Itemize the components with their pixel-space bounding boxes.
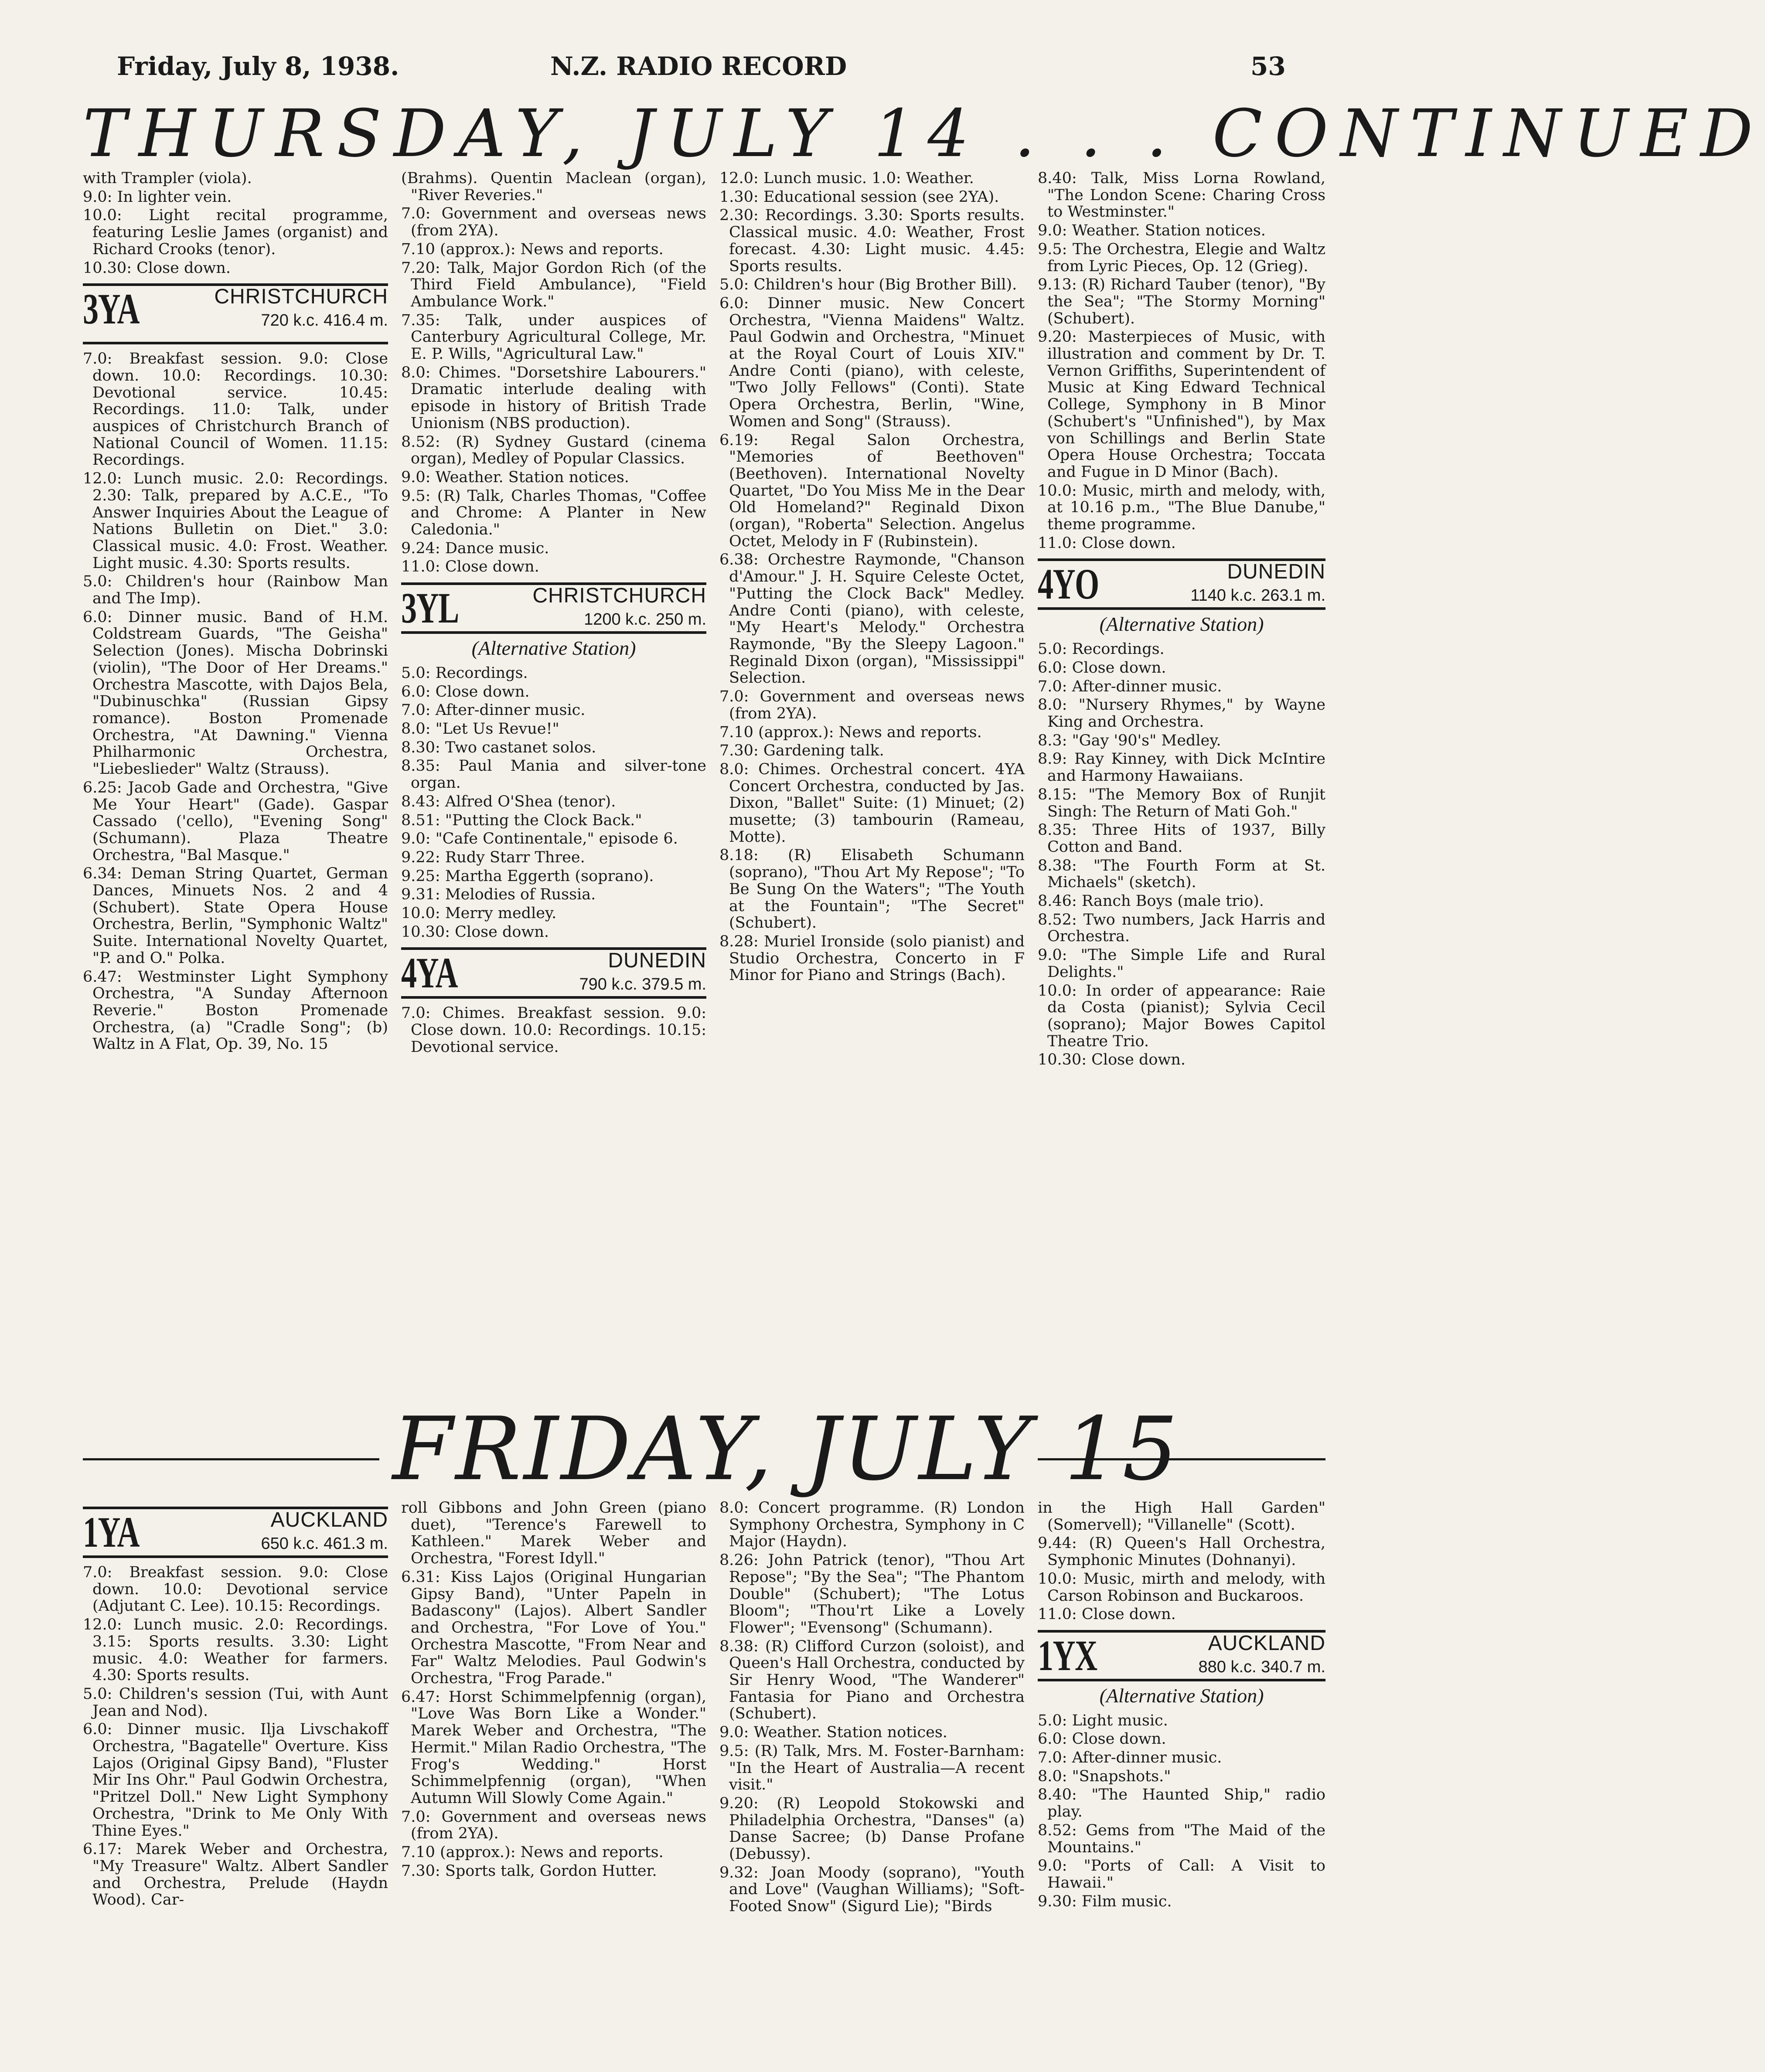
list-item: 7.10 (approx.): News and reports. bbox=[401, 240, 664, 258]
station-frequency: 1200 k.c. 250 m. bbox=[584, 610, 706, 629]
page-number: 53 bbox=[1250, 51, 1286, 81]
list-item: 10.30: Close down. bbox=[1038, 1051, 1186, 1069]
list-item: 6.0: Close down. bbox=[401, 683, 530, 701]
list-item: 6.0: Dinner music. Band of H.M. Coldstream Guards, "The Geisha" Selection (Jones). Mischa Dobrinski (violin), "The Door of Her Dreams." Orchestra Mascotte, with Dajos Bela, "Dubinuschka" (Russian Gipsy romance). Boston Promenade Orchestra, "At Dawning." Vienna Philharmonic Orchestra, "Liebeslieder" Waltz (Strauss). bbox=[83, 608, 388, 778]
list-item: 7.0: Breakfast session. 9.0: Close down. 10.0: Recordings. 10.30: Devotional service. 10.45: Recordings. 11.0: Talk, under auspices of Christchurch Branch of National Council of Women. 11.15: Recordings. bbox=[83, 350, 388, 469]
list-item: 8.0: Chimes. Orchestral concert. 4YA Concert Orchestra, conducted by Jas. Dixon, "Ballet" Suite: (1) Minuet; (2) musette; (3) tambourin (Rameau, Motte). bbox=[719, 760, 1025, 846]
list-item: 7.0: After-dinner music. bbox=[1038, 1749, 1222, 1767]
list-item: 6.0: Dinner music. Ilja Livschakoff Orchestra, "Bagatelle" Overture. Kiss Lajos (Original Gipsy Band), "Fluster Mir Ins Ohr." Paul Godwin Orchestra, "Pritzel Doll." New Light Symphony Orchestra, "Drink to Me Only With Thine Eyes." bbox=[83, 1721, 388, 1840]
list-item: 9.22: Rudy Starr Three. bbox=[401, 848, 585, 866]
list-item: 9.5: (R) Talk, Mrs. M. Foster-Barnham: "In the Heart of Australia—A recent visit." bbox=[719, 1742, 1025, 1794]
station-block-3ya bbox=[83, 283, 388, 344]
list-item: 9.13: (R) Richard Tauber (tenor), "By the Sea"; "The Stormy Morning" (Schubert). bbox=[1038, 276, 1325, 327]
list-item: 8.51: "Putting the Clock Back." bbox=[401, 811, 642, 829]
list-item: 7.30: Sports talk, Gordon Hutter. bbox=[401, 1862, 657, 1880]
station-city: AUCKLAND bbox=[1208, 1631, 1325, 1655]
list-item: 8.0: Chimes. "Dorsetshire Labourers." Dramatic interlude dealing with episode in history of British Trade Unionism (NBS production). bbox=[401, 364, 706, 432]
list-item: 8.3: "Gay '90's" Medley. bbox=[1038, 731, 1221, 749]
list-item: 6.38: Orchestre Raymonde, "Chanson d'Amour." J. H. Squire Celeste Octet, "Putting the Clock Back" Medley. Andre Conti (piano), with celeste, "My Heart's Melody." Orchestra Raymonde, "By the Sleepy Lagoon." Reginald Dixon (organ), "Mississippi" Selection. bbox=[719, 551, 1025, 687]
list-item: 8.30: Two castanet solos. bbox=[401, 738, 596, 756]
list-item: 7.0: After-dinner music. bbox=[1038, 677, 1222, 695]
list-item: in the High Hall Garden" (Somervell); "Villanelle" (Scott). bbox=[1038, 1499, 1325, 1534]
alternative-station-label: (Alternative Station) bbox=[1099, 613, 1264, 636]
list-item: 9.24: Dance music. bbox=[401, 539, 549, 557]
list-item: 8.0: Concert programme. (R) London Symphony Orchestra, Symphony in C Major (Haydn). bbox=[719, 1499, 1025, 1551]
station-block-1ya bbox=[83, 1507, 388, 1558]
thursday-column-1 bbox=[83, 170, 388, 1055]
station-block-3yl bbox=[401, 582, 706, 634]
station-block-4yo bbox=[1038, 558, 1325, 610]
thursday-column-2 bbox=[401, 170, 706, 1058]
station-city: CHRISTCHURCH bbox=[532, 584, 706, 608]
list-item: 8.52: Gems from "The Maid of the Mountains." bbox=[1038, 1821, 1325, 1856]
list-item: 12.0: Lunch music. 2.0: Recordings. 2.30: Talk, prepared by A.C.E., "To Answer Inquiries About the League of Nations Bulletin on Diet." 3.0: Classical music. 4.0: Frost. Weather. Light music. 4.30: Sports results. bbox=[83, 470, 388, 572]
list-item: roll Gibbons and John Green (piano duet), "Terence's Farewell to Kathleen." Marek Weber and Orchestra, "Forest Idyll." bbox=[401, 1499, 706, 1568]
station-city: CHRISTCHURCH bbox=[214, 285, 388, 309]
list-item: 9.44: (R) Queen's Hall Orchestra, Symphonic Minutes (Dohnanyi). bbox=[1038, 1534, 1325, 1569]
list-item: 5.0: Children's hour (Big Brother Bill). bbox=[719, 276, 1017, 294]
alternative-station-label: (Alternative Station) bbox=[471, 637, 636, 660]
list-item: 8.28: Muriel Ironside (solo pianist) and Studio Orchestra, Concerto in F Minor for Piano and Strings (Bach). bbox=[719, 932, 1025, 984]
friday-column-4 bbox=[1038, 1500, 1325, 1912]
alternative-station-label: (Alternative Station) bbox=[1099, 1684, 1264, 1707]
list-item: 10.0: Music, mirth and melody, with Carson Robinson and Buckaroos. bbox=[1038, 1570, 1325, 1605]
friday-column-1 bbox=[83, 1500, 388, 1910]
list-item: 10.0: Music, mirth and melody, with, at 10.16 p.m., "The Blue Danube," theme programme. bbox=[1038, 482, 1325, 534]
station-city: DUNEDIN bbox=[1227, 560, 1325, 584]
list-item: (Brahms). Quentin Maclean (organ), "River Reveries." bbox=[401, 170, 706, 204]
station-frequency: 1140 k.c. 263.1 m. bbox=[1190, 586, 1325, 605]
station-callsign: 3YL bbox=[401, 584, 459, 633]
station-callsign: 4YA bbox=[401, 949, 458, 997]
station-callsign: 1YX bbox=[1038, 1631, 1097, 1680]
list-item: 10.0: Light recital programme, featuring Leslie James (organist) and Richard Crooks (tenor). bbox=[83, 207, 388, 258]
list-item: 6.0: Close down. bbox=[1038, 1730, 1166, 1748]
issue-date: Friday, July 8, 1938. bbox=[117, 51, 399, 81]
station-frequency: 650 k.c. 461.3 m. bbox=[261, 1534, 388, 1553]
section-divider-left bbox=[83, 1458, 379, 1460]
list-item: 8.35: Paul Mania and silver-tone organ. bbox=[401, 757, 706, 792]
list-item: 8.38: (R) Clifford Curzon (soloist), and Queen's Hall Orchestra, conducted by Sir Henry Wood, "The Wanderer" Fantasia for Piano and Orchestra (Schubert). bbox=[719, 1637, 1025, 1723]
section-divider-right bbox=[1038, 1458, 1325, 1460]
station-callsign: 3YA bbox=[83, 285, 140, 333]
station-block-4ya bbox=[401, 947, 706, 999]
station-city: DUNEDIN bbox=[608, 949, 706, 973]
list-item: 9.20: (R) Leopold Stokowski and Philadelphia Orchestra, "Danses" (a) Danse Sacree; (b) Danse Profane (Debussy). bbox=[719, 1794, 1025, 1863]
list-item: 9.31: Melodies of Russia. bbox=[401, 886, 596, 904]
station-city: AUCKLAND bbox=[270, 1508, 388, 1531]
list-item: 9.5: The Orchestra, Elegie and Waltz from Lyric Pieces, Op. 12 (Grieg). bbox=[1038, 240, 1325, 275]
list-item: 9.25: Martha Eggerth (soprano). bbox=[401, 867, 654, 885]
list-item: 5.0: Recordings. bbox=[1038, 640, 1165, 658]
list-item: 8.9: Ray Kinney, with Dick McIntire and Harmony Hawaiians. bbox=[1038, 750, 1325, 785]
list-item: 8.40: "The Haunted Ship," radio play. bbox=[1038, 1786, 1325, 1821]
list-item: 6.0: Close down. bbox=[1038, 659, 1166, 677]
list-item: 6.31: Kiss Lajos (Original Hungarian Gipsy Band), "Unter Papeln in Badascony" (Lajos). Albert Sandler and Orchestra, "For Love of You." Orchestra Mascotte, "From Near and Far" Waltz Melodies. Paul Godwin's Orchestra, "Frog Parade." bbox=[401, 1568, 706, 1688]
list-item: 8.52: Two numbers, Jack Harris and Orchestra. bbox=[1038, 911, 1325, 946]
list-item: 2.30: Recordings. 3.30: Sports results. Classical music. 4.0: Weather, Frost forecast. 4.30: Light music. 4.45: Sports results. bbox=[719, 207, 1025, 275]
station-callsign: 1YA bbox=[83, 1508, 140, 1556]
list-item: 9.0: "Ports of Call: A Visit to Hawaii." bbox=[1038, 1857, 1325, 1892]
thursday-column-4 bbox=[1038, 170, 1325, 1070]
list-item: 6.34: Deman String Quartet, German Dances, Minuets Nos. 2 and 4 (Schubert). State Opera House Orchestra, Berlin, "Symphonic Waltz" Suite. International Novelty Quartet, "P. and O." Polka. bbox=[83, 865, 388, 967]
station-frequency: 720 k.c. 416.4 m. bbox=[261, 311, 388, 330]
station-block-1yx bbox=[1038, 1630, 1325, 1681]
friday-banner: FRIDAY, JULY 15 bbox=[392, 1398, 1181, 1500]
station-callsign: 4YO bbox=[1038, 560, 1099, 609]
list-item: 6.19: Regal Salon Orchestra, "Memories of Beethoven" (Beethoven). International Novelty Quartet, "Do You Miss Me in the Dear Old Homeland?" Reginald Dixon (organ), "Roberta" Selection. Angelus Octet, Melody in F (Rubinstein). bbox=[719, 431, 1025, 550]
list-item: 7.10 (approx.): News and reports. bbox=[719, 723, 982, 741]
list-item: 9.32: Joan Moody (soprano), "Youth and Love" (Vaughan Williams); "Soft-Footed Snow" (Sigurd Lie); "Birds bbox=[719, 1864, 1025, 1915]
list-item: 8.18: (R) Elisabeth Schumann (soprano), "Thou Art My Repose"; "To Be Sung On the Waters"; "The Youth at the Fountain"; "The Secret" (Schubert). bbox=[719, 847, 1025, 932]
list-item: 6.0: Dinner music. New Concert Orchestra, "Vienna Maidens" Waltz. Paul Godwin and Orchestra, "Minuet at the Royal Court of Louis XIV." Andre Conti (piano), with celeste, "Two Jolly Fellows" (Conti). State Opera Orchestra, Berlin, "Wine, Women and Song" (Strauss). bbox=[719, 294, 1025, 430]
list-item: 8.40: Talk, Miss Lorna Rowland, "The London Scene: Charing Cross to Westminster." bbox=[1038, 170, 1325, 221]
list-item: 6.25: Jacob Gade and Orchestra, "Give Me Your Heart" (Gade). Gaspar Cassado ('cello), "Evening Song" (Schumann). Plaza Theatre Orchestra, "Bal Masque." bbox=[83, 779, 388, 864]
list-item: 8.38: "The Fourth Form at St. Michaels" (sketch). bbox=[1038, 857, 1325, 891]
list-item: 7.0: Government and overseas news (from 2YA). bbox=[401, 205, 706, 240]
list-item: 1.30: Educational session (see 2YA). bbox=[719, 188, 999, 206]
list-item: 10.30: Close down. bbox=[83, 259, 231, 277]
list-item: 6.47: Westminster Light Symphony Orchestra, "A Sunday Afternoon Reverie." Boston Promenade Orchestra, (a) "Cradle Song"; (b) Waltz in A Flat, Op. 39, No. 15 bbox=[83, 968, 388, 1053]
list-item: 8.52: (R) Sydney Gustard (cinema organ), Medley of Popular Classics. bbox=[401, 433, 706, 468]
list-item: 11.0: Close down. bbox=[1038, 534, 1176, 552]
intro-list bbox=[83, 170, 388, 276]
list-item: 6.17: Marek Weber and Orchestra, "My Treasure" Waltz. Albert Sandler and Orchestra, Prelude (Haydn Wood). Car- bbox=[83, 1841, 388, 1909]
list-item: 7.20: Talk, Major Gordon Rich (of the Third Field Ambulance), "Field Ambulance Work." bbox=[401, 259, 706, 310]
list-item: 8.0: "Nursery Rhymes," by Wayne King and Orchestra. bbox=[1038, 696, 1325, 731]
list-item: 10.30: Close down. bbox=[401, 923, 549, 941]
station-frequency: 880 k.c. 340.7 m. bbox=[1198, 1657, 1325, 1676]
list-item: 8.35: Three Hits of 1937, Billy Cotton and Band. bbox=[1038, 821, 1325, 856]
list-item: 8.0: "Snapshots." bbox=[1038, 1767, 1171, 1785]
publication-title: N.Z. RADIO RECORD bbox=[550, 51, 847, 81]
list-item: 7.0: Government and overseas news (from 2YA). bbox=[401, 1808, 706, 1843]
list-item: 9.30: Film music. bbox=[1038, 1892, 1172, 1910]
list-item: 7.0: Breakfast session. 9.0: Close down. 10.0: Devotional service (Adjutant C. Lee). 10.15: Recordings. bbox=[83, 1564, 388, 1615]
list-item: 12.0: Lunch music. 1.0: Weather. bbox=[719, 170, 974, 187]
list-item: 11.0: Close down. bbox=[1038, 1606, 1176, 1623]
thursday-banner: THURSDAY, JULY 14 . . . CONTINUED bbox=[83, 96, 1765, 172]
list-item: 7.35: Talk, under auspices of Canterbury Agricultural College, Mr. E. P. Wills, "Agricultural Law." bbox=[401, 311, 706, 363]
list-item: 7.0: Chimes. Breakfast session. 9.0: Close down. 10.0: Recordings. 10.15: Devotional service. bbox=[401, 1004, 706, 1056]
list-item: 9.0: Weather. Station notices. bbox=[719, 1724, 947, 1742]
list-item: 9.20: Masterpieces of Music, with illustration and comment by Dr. T. Vernon Griffiths, Superintendent of Music at King Edward Technical College, Symphony in B Minor (Schubert's "Unfinished"), by Max von Schillings and Berlin State Opera House Orchestra; Toccata and Fugue in D Minor (Bach). bbox=[1038, 328, 1325, 481]
list-item: 7.30: Gardening talk. bbox=[719, 742, 884, 760]
list-item: 5.0: Light music. bbox=[1038, 1711, 1168, 1729]
list-item: 5.0: Children's hour (Rainbow Man and The Imp). bbox=[83, 573, 388, 608]
list-item: 6.47: Horst Schimmelpfennig (organ), "Love Was Born Like a Wonder." Marek Weber and Orchestra, "The Hermit." Milan Radio Orchestra, "The Frog's Wedding." Horst Schimmelpfennig (organ), "When Autumn Will Slowly Come Again." bbox=[401, 1688, 706, 1807]
list-item: 7.0: Government and overseas news (from 2YA). bbox=[719, 688, 1025, 722]
list-item: 5.0: Children's session (Tui, with Aunt Jean and Nod). bbox=[83, 1685, 388, 1720]
list-item: 7.10 (approx.): News and reports. bbox=[401, 1844, 664, 1861]
list-item: 8.0: "Let Us Revue!" bbox=[401, 720, 559, 738]
list-item: 9.0: Weather. Station notices. bbox=[1038, 222, 1266, 240]
list-item: 9.0: "The Simple Life and Rural Delights." bbox=[1038, 946, 1325, 981]
station-frequency: 790 k.c. 379.5 m. bbox=[579, 975, 706, 994]
list-item: 8.26: John Patrick (tenor), "Thou Art Repose"; "By the Sea"; "The Phantom Double" (Schubert); "The Lotus Bloom"; "Thou'rt Like a Lovely Flower"; "Evensong" (Schumann). bbox=[719, 1551, 1025, 1637]
list-item: 9.0: Weather. Station notices. bbox=[401, 468, 629, 486]
list-item: 9.5: (R) Talk, Charles Thomas, "Coffee and Chrome: A Planter in New Caledonia." bbox=[401, 487, 706, 539]
list-item: 12.0: Lunch music. 2.0: Recordings. 3.15: Sports results. 3.30: Light music. 4.0: Weather for farmers. 4.30: Sports results. bbox=[83, 1616, 388, 1684]
list-item: 8.43: Alfred O'Shea (tenor). bbox=[401, 793, 616, 810]
list-item: 5.0: Recordings. bbox=[401, 664, 528, 682]
list-item: with Trampler (viola). bbox=[83, 170, 252, 187]
list-item: 9.0: In lighter vein. bbox=[83, 188, 232, 206]
thursday-column-3 bbox=[719, 170, 1025, 986]
friday-column-2 bbox=[401, 1500, 706, 1881]
list-item: 8.46: Ranch Boys (male trio). bbox=[1038, 892, 1264, 910]
list-item: 10.0: In order of appearance: Raie da Costa (pianist); Sylvia Cecil (soprano); Major Bowes Capitol Theatre Trio. bbox=[1038, 982, 1325, 1050]
list-item: 8.15: "The Memory Box of Runjit Singh: The Return of Mati Goh." bbox=[1038, 786, 1325, 820]
list-item: 10.0: Merry medley. bbox=[401, 905, 557, 922]
list-item: 11.0: Close down. bbox=[401, 558, 539, 576]
list-item: 9.0: "Cafe Continentale," episode 6. bbox=[401, 830, 678, 848]
list-item: 7.0: After-dinner music. bbox=[401, 701, 586, 719]
friday-column-3 bbox=[719, 1500, 1025, 1917]
